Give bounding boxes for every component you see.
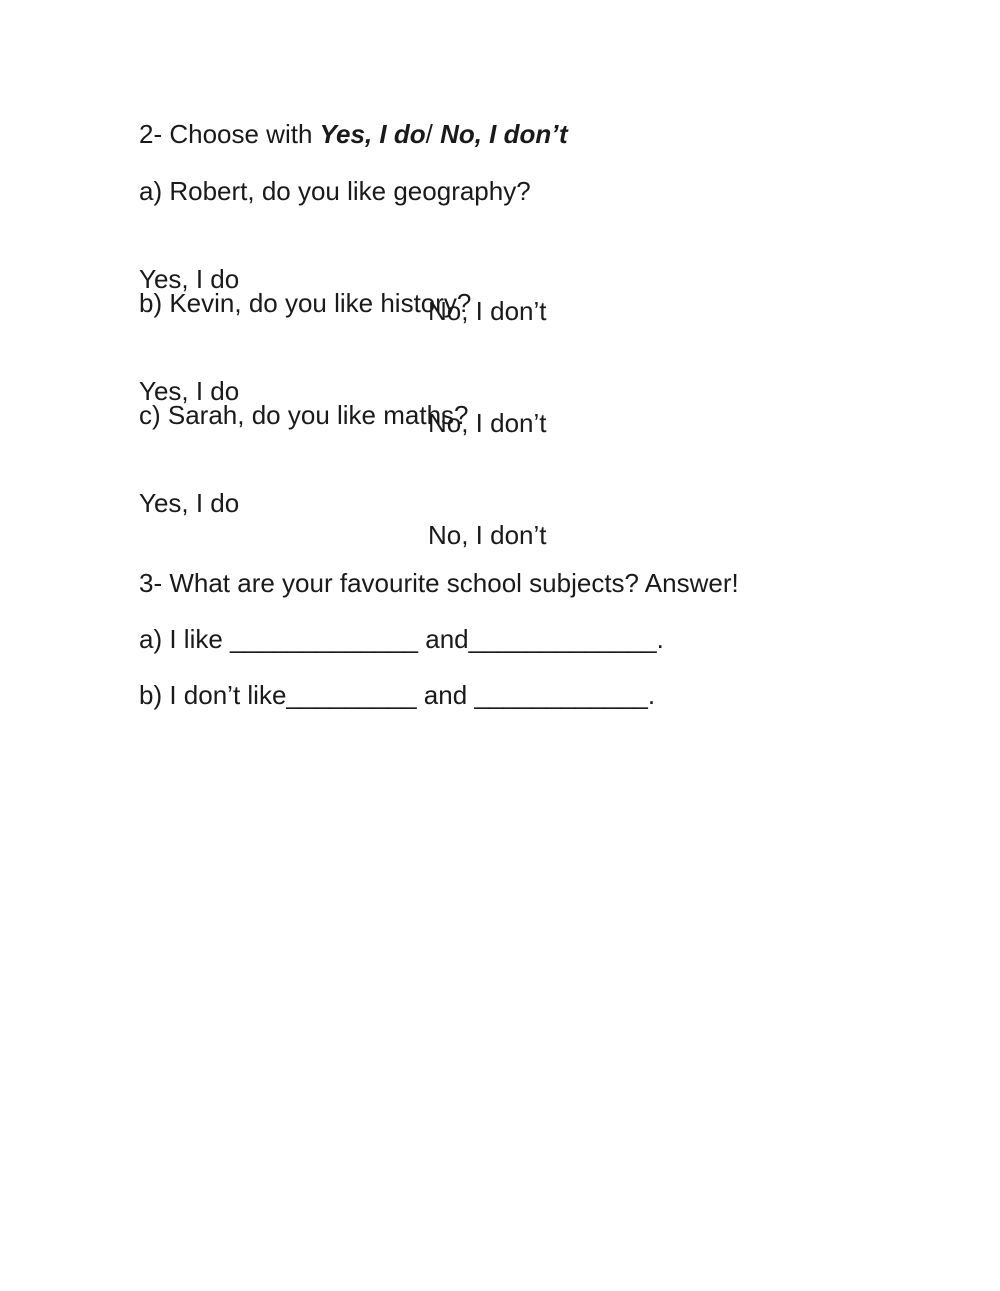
section-3-heading: 3- What are your favourite school subjects? Answer! (139, 568, 739, 598)
question-b: b) Kevin, do you like history? (139, 288, 472, 318)
question-a: a) Robert, do you like geography? (139, 176, 531, 206)
section-2-heading (139, 118, 568, 150)
answer-b-line[interactable]: b) I don’t like_________ and ____________. (139, 680, 656, 710)
question-c-no-option[interactable]: No, I don’t (428, 520, 547, 550)
section-2-heading-separator: / (425, 119, 441, 149)
question-a-no-option[interactable]: No, I don’t (428, 296, 547, 326)
section-2-heading-prefix: 2- Choose with (139, 119, 320, 149)
answer-a-line[interactable]: a) I like _____________ and_____________. (139, 624, 664, 654)
question-c: c) Sarah, do you like maths? (139, 400, 469, 430)
question-c-options (139, 455, 959, 550)
question-c-yes-option[interactable]: Yes, I do (139, 488, 240, 518)
question-b-no-option[interactable]: No, I don’t (428, 408, 547, 438)
section-2-heading-yes: Yes, I do (319, 119, 426, 149)
question-b-yes-option[interactable]: Yes, I do (139, 376, 240, 406)
question-a-yes-option[interactable]: Yes, I do (139, 264, 240, 294)
section-2-heading-no: No, I don’t (440, 119, 568, 149)
